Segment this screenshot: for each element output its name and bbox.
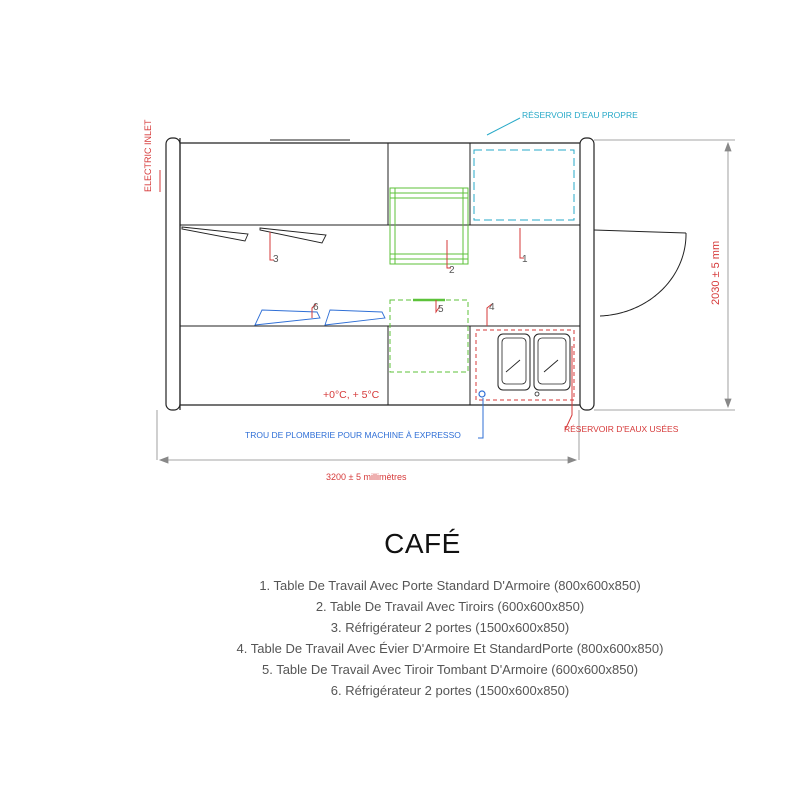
drawer-table-2	[390, 188, 468, 264]
height-dimension-label: 2030 ± 5 mm	[710, 240, 722, 305]
fridge-doors-6	[255, 310, 385, 325]
marker-4: 4	[489, 302, 495, 313]
width-dimension-label: 3200 ± 5 millimètres	[326, 472, 407, 482]
legend-item: 6. Réfrigérateur 2 portes (1500x600x850)	[330, 683, 570, 698]
legend-item: 1. Table De Travail Avec Porte Standard D'Armoire (800x600x850)	[259, 578, 641, 593]
electric-inlet-label: ELECTRIC INLET	[143, 119, 153, 192]
marker-6: 6	[313, 302, 319, 313]
waste-water-tank-label: RÉSERVOIR D'EAUX USÉES	[564, 424, 679, 434]
legend-item: 3. Réfrigérateur 2 portes (1500x600x850)	[330, 620, 570, 635]
page-title: CAFÉ	[384, 528, 461, 559]
marker-2: 2	[449, 265, 455, 276]
plumbing-hole-label: TROU DE PLOMBERIE POUR MACHINE À EXPRESSO	[245, 430, 461, 440]
entry-door	[594, 230, 686, 316]
legend-item: 5. Table De Travail Avec Tiroir Tombant D'Armoire (600x600x850)	[261, 662, 639, 677]
marker-3: 3	[273, 254, 279, 265]
top-counter-row	[180, 140, 580, 225]
clean-water-tank-label: RÉSERVOIR D'EAU PROPRE	[522, 110, 638, 120]
fridge-doors-3	[182, 227, 326, 243]
legend-item: 4. Table De Travail Avec Évier D'Armoire Et StandardPorte (800x600x850)	[236, 641, 664, 656]
legend-item: 2. Table De Travail Avec Tiroirs (600x600x850)	[315, 599, 585, 614]
clean-water-tank-outline	[474, 150, 574, 220]
marker-1: 1	[522, 254, 528, 265]
temperature-label: +0°C, + 5°C	[323, 389, 380, 401]
drop-drawer-table-5	[390, 300, 468, 372]
marker-5: 5	[438, 304, 444, 315]
sink-unit-4	[476, 330, 574, 400]
